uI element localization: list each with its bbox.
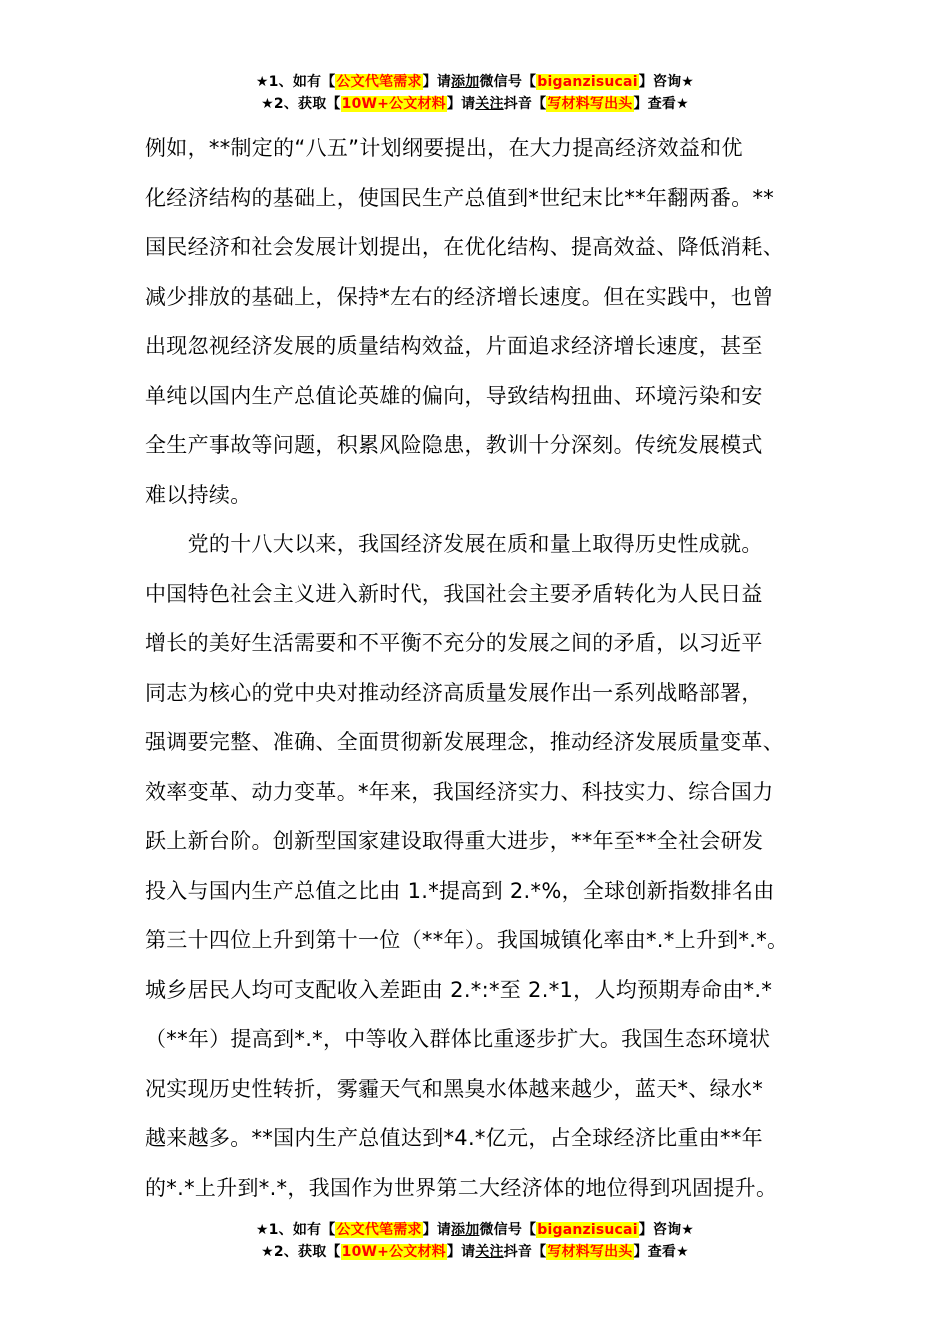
footer-line-1-highlight-wechat[interactable]: biganzisucai	[537, 1222, 638, 1238]
body-line: 第三十四位上升到第十一位（**年）。我国城镇化率由*.*上升到*.*。	[145, 928, 789, 952]
body-line: 况实现历史性转折，雾霾天气和黑臭水体越来越少，蓝天*、绿水*	[145, 1076, 763, 1101]
header-line-2-middle-2: 抖音【	[503, 96, 547, 112]
footer-line-1-middle: 】请	[422, 1222, 452, 1238]
body-line: （**年）提高到*.*，中等收入群体比重逐步扩大。我国生态环境状	[145, 1027, 771, 1051]
header-line-2	[0, 93, 950, 115]
header-line-1-highlight-service: 公文代笔需求	[336, 74, 422, 90]
header-line-1-highlight-wechat[interactable]: biganzisucai	[537, 74, 638, 90]
body-line: 跃上新台阶。创新型国家建设取得重大进步，**年至**全社会研发	[145, 829, 764, 853]
body-line: 同志为核心的党中央对推动经济高质量发展作出一系列战略部署，	[145, 680, 763, 705]
body-line: 中国特色社会主义进入新时代，我国社会主要矛盾转化为人民日益	[145, 581, 763, 606]
footer-line-1-suffix: 】咨询★	[638, 1222, 695, 1238]
footer-line-2-suffix: 】查看★	[633, 1244, 689, 1260]
header-banner	[0, 71, 950, 115]
footer-line-1-prefix: ★1、如有【	[255, 1222, 336, 1238]
body-line: 党的十八大以来，我国经济发展在质和量上取得历史性成就。	[145, 532, 763, 556]
footer-line-2-prefix: ★2、获取【	[261, 1244, 341, 1260]
document-body	[145, 124, 825, 1213]
header-line-1-middle: 】请	[422, 74, 452, 90]
header-line-2-prefix: ★2、获取【	[261, 96, 341, 112]
body-line: 效率变革、动力变革。*年来，我国经济实力、科技实力、综合国力	[145, 779, 774, 804]
footer-line-2-highlight-materials: 10W+公文材料	[341, 1244, 446, 1260]
footer-line-1-middle-2: 微信号【	[479, 1222, 537, 1238]
footer-banner	[0, 1219, 950, 1263]
header-line-2-highlight-materials: 10W+公文材料	[341, 96, 446, 112]
footer-line-1-underlined: 添加	[451, 1222, 480, 1238]
header-line-2-highlight-douyin[interactable]: 写材料写出头	[547, 96, 633, 112]
body-line: 难以持续。	[145, 482, 252, 507]
body-line: 强调要完整、准确、全面贯彻新发展理念，推动经济发展质量变革、	[145, 730, 784, 754]
header-line-1-middle-2: 微信号【	[479, 74, 537, 90]
header-line-1-suffix: 】咨询★	[638, 74, 695, 90]
footer-line-2-underlined: 关注	[475, 1244, 504, 1260]
header-line-2-underlined: 关注	[475, 96, 504, 112]
footer-line-1-highlight-service: 公文代笔需求	[336, 1222, 422, 1238]
footer-line-2	[0, 1241, 950, 1263]
footer-line-2-middle-2: 抖音【	[503, 1244, 547, 1260]
body-line: 增长的美好生活需要和不平衡不充分的发展之间的矛盾，以习近平	[145, 631, 763, 655]
body-line: 投入与国内生产总值之比由 1.*提高到 2.*%，全球创新指数排名由	[145, 878, 775, 903]
header-line-2-middle: 】请	[446, 96, 476, 112]
header-line-2-suffix: 】查看★	[633, 96, 689, 112]
header-line-1-underlined: 添加	[451, 74, 480, 90]
body-line: 城乡居民人均可支配收入差距由 2.*:*至 2.*1，人均预期寿命由*.*	[145, 977, 773, 1002]
header-line-1-prefix: ★1、如有【	[255, 74, 336, 90]
body-line: 出现忽视经济发展的质量结构效益，片面追求经济增长速度，甚至	[145, 334, 763, 358]
body-line: 越来越多。**国内生产总值达到*4.*亿元，占全球经济比重由**年	[145, 1126, 763, 1150]
body-line: 单纯以国内生产总值论英雄的偏向，导致结构扭曲、环境污染和安	[145, 383, 763, 408]
body-line: 化经济结构的基础上，使国民生产总值到*世纪末比**年翻两番。**	[145, 185, 775, 210]
footer-line-2-middle: 】请	[446, 1244, 476, 1260]
header-line-1	[0, 71, 950, 93]
body-line: 的*.*上升到*.*，我国作为世界第二大经济体的地位得到巩固提升。	[145, 1175, 778, 1200]
body-line: 减少排放的基础上，保持*左右的经济增长速度。但在实践中，也曾	[145, 284, 774, 309]
footer-line-1	[0, 1219, 950, 1241]
body-line: 全生产事故等问题，积累风险隐患，教训十分深刻。传统发展模式	[145, 433, 763, 457]
footer-line-2-highlight-douyin[interactable]: 写材料写出头	[547, 1244, 633, 1260]
body-line: 国民经济和社会发展计划提出，在优化结构、提高效益、降低消耗、	[145, 235, 784, 259]
body-line: 例如，**制定的“八五”计划纲要提出，在大力提高经济效益和优	[145, 136, 743, 160]
